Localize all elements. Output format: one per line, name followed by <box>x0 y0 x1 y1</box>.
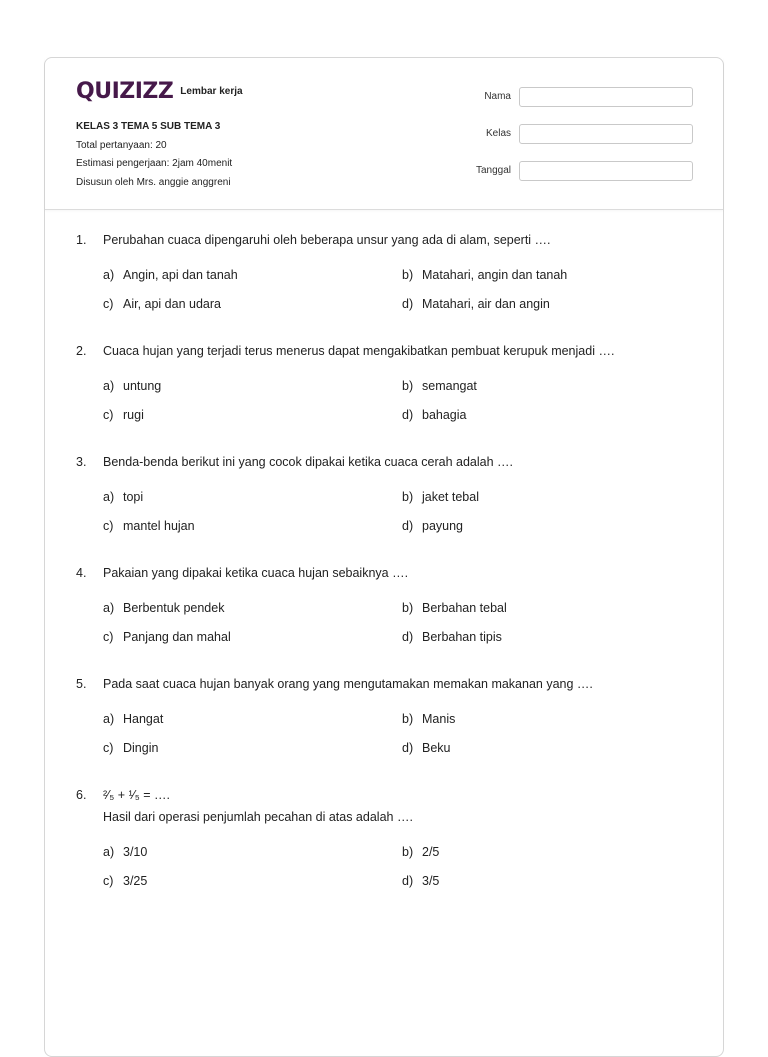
answer-options <box>103 267 696 312</box>
worksheet-card <box>44 57 724 1057</box>
answer-option <box>402 600 701 616</box>
answer-option <box>402 407 701 423</box>
question-2 <box>76 343 696 423</box>
option-letter: b) <box>402 379 414 393</box>
question-line: ²⁄₅ + ¹⁄₅ = …. <box>103 788 171 802</box>
option-text: Angin, api dan tanah <box>123 268 238 282</box>
option-text: Matahari, angin dan tanah <box>422 268 568 282</box>
option-letter: c) <box>103 297 114 311</box>
option-letter: b) <box>402 490 414 504</box>
student-fields <box>476 85 693 196</box>
option-text: 3/5 <box>422 874 440 888</box>
answer-option <box>402 267 701 283</box>
option-text: semangat <box>422 379 477 393</box>
answer-option <box>402 873 701 889</box>
option-text: Air, api dan udara <box>123 297 221 311</box>
name-row <box>476 85 693 108</box>
answer-option <box>402 629 701 645</box>
answer-option <box>402 518 701 534</box>
question-list <box>76 232 696 889</box>
option-letter: d) <box>402 874 414 888</box>
answer-option <box>402 489 701 505</box>
worksheet-subtitle: Lembar kerja <box>180 86 243 97</box>
option-letter: b) <box>402 601 414 615</box>
question-line: Perubahan cuaca dipengaruhi oleh beberapa unsur yang ada di alam, seperti …. <box>103 233 551 247</box>
option-letter: c) <box>103 408 114 422</box>
option-text: Hangat <box>123 712 164 726</box>
answer-options <box>103 378 696 423</box>
option-text: mantel hujan <box>123 519 195 533</box>
option-letter: a) <box>103 379 115 393</box>
answer-options <box>103 844 696 889</box>
option-text: 3/10 <box>123 845 148 859</box>
question-number: 3. <box>76 455 87 469</box>
option-letter: a) <box>103 268 115 282</box>
question-5 <box>76 676 696 756</box>
option-letter: b) <box>402 268 414 282</box>
question-head <box>76 232 696 248</box>
answer-option <box>103 600 402 616</box>
answer-option <box>103 518 402 534</box>
option-text: jaket tebal <box>422 490 479 504</box>
option-letter: d) <box>402 297 414 311</box>
answer-option <box>402 296 701 312</box>
question-line: Hasil dari operasi penjumlah pecahan di atas adalah …. <box>103 810 413 824</box>
option-text: Berbahan tipis <box>422 630 502 644</box>
option-letter: a) <box>103 601 115 615</box>
question-number: 5. <box>76 677 87 691</box>
option-letter: d) <box>402 630 414 644</box>
option-text: Manis <box>422 712 456 726</box>
question-line: Cuaca hujan yang terjadi terus menerus dapat mengakibatkan pembuat kerupuk menjadi …. <box>103 344 615 358</box>
class-field[interactable] <box>519 124 693 144</box>
worksheet-header <box>45 58 723 210</box>
option-text: payung <box>422 519 464 533</box>
option-text: 3/25 <box>123 874 148 888</box>
option-text: Matahari, air dan angin <box>422 297 550 311</box>
question-number: 6. <box>76 788 87 802</box>
question-3 <box>76 454 696 534</box>
total-questions: Total pertanyaan: 20 <box>76 139 167 151</box>
answer-option <box>103 407 402 423</box>
option-text: Berbahan tebal <box>422 601 507 615</box>
option-text: untung <box>123 379 162 393</box>
class-label: Kelas <box>485 128 511 139</box>
option-text: Beku <box>422 741 451 755</box>
question-line: Pada saat cuaca hujan banyak orang yang mengutamakan memakan makanan yang …. <box>103 677 593 691</box>
option-text: topi <box>123 490 144 504</box>
answer-options <box>103 600 696 645</box>
date-field[interactable] <box>519 161 693 181</box>
question-head <box>76 343 696 359</box>
answer-option <box>402 378 701 394</box>
option-text: bahagia <box>422 408 467 422</box>
quizizz-logo: QUIZIZZ <box>76 79 174 104</box>
class-title: KELAS 3 TEMA 5 SUB TEMA 3 <box>76 121 221 132</box>
worksheet-meta <box>76 118 232 192</box>
answer-option <box>402 711 701 727</box>
question-4 <box>76 565 696 645</box>
option-letter: c) <box>103 741 114 755</box>
answer-options <box>103 711 696 756</box>
question-text <box>103 232 551 248</box>
name-field[interactable] <box>519 87 693 107</box>
author: Disusun oleh Mrs. anggie anggreni <box>76 176 231 188</box>
option-letter: c) <box>103 874 114 888</box>
answer-option <box>103 711 402 727</box>
logo <box>76 79 243 104</box>
question-6 <box>76 787 696 889</box>
question-line: Benda-benda berikut ini yang cocok dipakai ketika cuaca cerah adalah …. <box>103 455 513 469</box>
option-text: Dingin <box>123 741 159 755</box>
option-letter: c) <box>103 630 114 644</box>
option-letter: a) <box>103 712 115 726</box>
option-letter: a) <box>103 490 115 504</box>
answer-option <box>103 740 402 756</box>
option-letter: c) <box>103 519 114 533</box>
answer-option <box>103 844 402 860</box>
option-letter: d) <box>402 408 414 422</box>
answer-option <box>103 296 402 312</box>
option-text: Panjang dan mahal <box>123 630 231 644</box>
question-text <box>103 676 593 692</box>
name-label: Nama <box>484 91 511 102</box>
option-letter: b) <box>402 845 414 859</box>
question-text <box>103 565 408 581</box>
question-text <box>103 343 614 359</box>
answer-options <box>103 489 696 534</box>
time-estimate: Estimasi pengerjaan: 2jam 40menit <box>76 158 233 169</box>
answer-option <box>103 873 402 889</box>
question-number: 2. <box>76 344 87 358</box>
question-head <box>76 454 696 470</box>
answer-option <box>103 378 402 394</box>
question-1 <box>76 232 696 312</box>
option-text: Berbentuk pendek <box>123 601 225 615</box>
question-head <box>76 676 696 692</box>
question-number: 1. <box>76 233 87 247</box>
option-text: rugi <box>123 408 144 422</box>
question-line: Pakaian yang dipakai ketika cuaca hujan sebaiknya …. <box>103 566 409 580</box>
question-number: 4. <box>76 566 87 580</box>
date-row <box>476 159 693 182</box>
question-head <box>76 565 696 581</box>
answer-option <box>103 629 402 645</box>
answer-option <box>402 844 701 860</box>
answer-option <box>402 740 701 756</box>
option-letter: d) <box>402 519 414 533</box>
question-text <box>103 454 513 470</box>
question-head <box>76 787 696 825</box>
option-text: 2/5 <box>422 845 440 859</box>
option-letter: d) <box>402 741 414 755</box>
question-text <box>103 787 413 825</box>
date-label: Tanggal <box>475 165 511 176</box>
option-letter: b) <box>402 712 414 726</box>
class-row <box>476 122 693 145</box>
answer-option <box>103 489 402 505</box>
answer-option <box>103 267 402 283</box>
option-letter: a) <box>103 845 115 859</box>
